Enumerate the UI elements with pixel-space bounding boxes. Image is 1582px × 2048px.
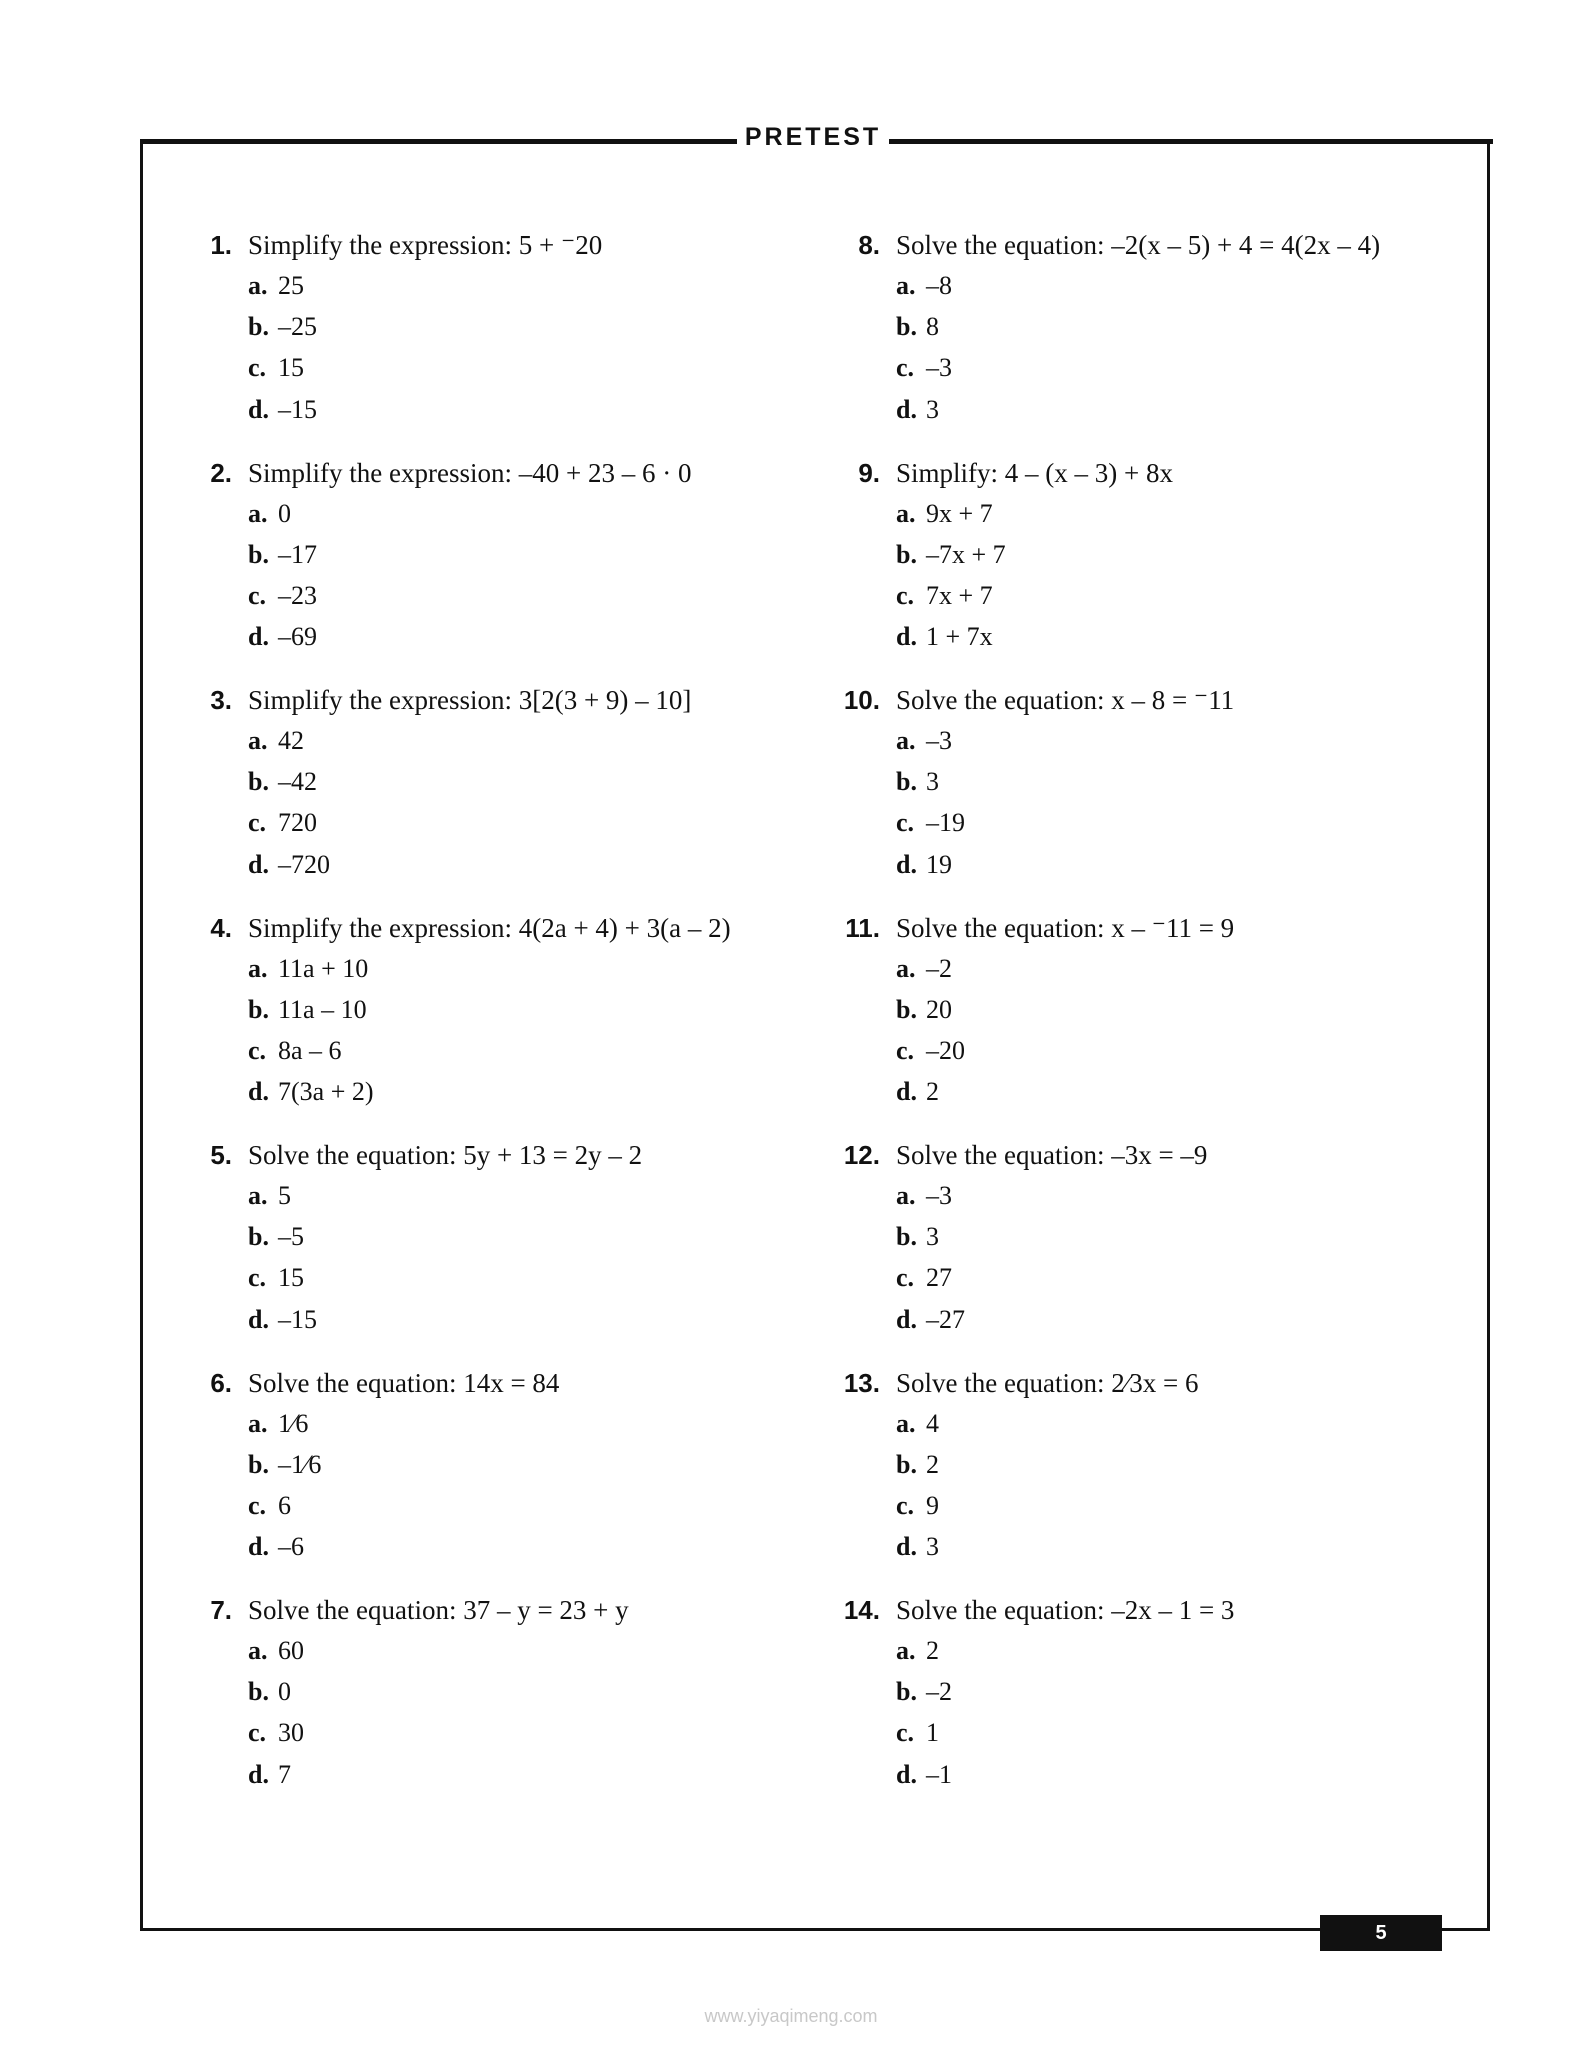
question-text: Solve the equation: –2(x – 5) + 4 = 4(2x – 4) [896, 230, 1381, 260]
option-letter: b. [248, 312, 269, 342]
answer-option [896, 804, 965, 845]
option-letter: b. [896, 1677, 917, 1707]
answer-option [896, 536, 1006, 577]
option-letter: d. [248, 1304, 269, 1334]
option-value: 0 [278, 1677, 291, 1707]
answer-option [896, 1528, 939, 1569]
option-value: 0 [278, 498, 291, 528]
answer-option [248, 804, 330, 845]
option-value: –17 [278, 539, 317, 569]
option-value: –3 [926, 1181, 952, 1210]
answer-options [896, 722, 965, 887]
option-value: 7 [278, 1759, 291, 1789]
answer-options [248, 1632, 304, 1797]
option-value: 27 [926, 1263, 952, 1293]
question-text: Solve the equation: 5y + 13 = 2y – 2 [248, 1140, 643, 1170]
answer-option [896, 1487, 939, 1528]
answer-options [248, 1405, 321, 1570]
answer-option [248, 722, 330, 763]
question-text: Simplify: 4 – (x – 3) + 8x [896, 457, 1173, 488]
option-value: 3 [926, 1532, 939, 1562]
option-letter: b. [248, 767, 269, 797]
question-number: 4. [210, 912, 232, 943]
answer-option [248, 1528, 321, 1569]
option-value: 3 [926, 767, 939, 797]
answer-options [896, 495, 1006, 660]
option-value: 15 [278, 1263, 304, 1293]
answer-option [896, 1673, 952, 1714]
option-value: 4 [926, 1408, 939, 1438]
option-letter: d. [896, 1077, 917, 1107]
answer-option [896, 950, 965, 991]
option-value: 2 [926, 1077, 939, 1107]
option-letter: a. [896, 1181, 916, 1210]
question-number: 12. [843, 1140, 880, 1170]
option-letter: b. [896, 994, 917, 1024]
option-value: –2 [926, 1677, 952, 1707]
question-text: Solve the equation: x – ⁻11 = 9 [896, 912, 1235, 943]
option-value: 19 [926, 849, 952, 879]
option-value: 25 [278, 271, 304, 300]
option-letter: d. [248, 1077, 269, 1107]
option-value: –5 [278, 1222, 304, 1252]
answer-option [248, 536, 317, 577]
question-text: Simplify the expression: 3[2(3 + 9) – 10] [248, 685, 692, 715]
option-value: 20 [926, 994, 952, 1024]
option-letter: b. [896, 1449, 917, 1479]
option-value: –3 [926, 353, 952, 383]
question-number: 3. [210, 685, 232, 715]
option-value: 1 + 7x [926, 622, 993, 652]
option-value: –25 [278, 312, 317, 342]
option-letter: c. [896, 1263, 915, 1293]
option-letter: c. [896, 1718, 915, 1748]
question-number: 6. [210, 1367, 232, 1398]
question-text: Solve the equation: –3x = –9 [896, 1140, 1208, 1170]
option-letter: a. [248, 498, 268, 528]
question-number: 5. [210, 1140, 232, 1170]
answer-option [896, 495, 1006, 536]
option-letter: c. [248, 808, 267, 838]
answer-option [248, 763, 330, 804]
answer-option [248, 1487, 321, 1528]
option-letter: c. [248, 1035, 267, 1065]
option-value: 7(3a + 2) [278, 1077, 374, 1107]
answer-option [896, 1632, 952, 1673]
answer-option [896, 722, 965, 763]
option-letter: b. [248, 1449, 269, 1479]
option-value: 9x + 7 [926, 498, 993, 528]
answer-option [896, 1405, 939, 1446]
answer-option [248, 1756, 304, 1797]
option-letter: d. [896, 394, 917, 424]
answer-option [248, 846, 330, 887]
header-rule-left [140, 139, 737, 144]
page-title: PRETEST [744, 123, 882, 151]
option-value: –1 [926, 1759, 952, 1789]
answer-option [248, 391, 317, 432]
answer-option [896, 1714, 952, 1755]
answer-option [896, 1259, 965, 1300]
answer-options [896, 1632, 952, 1797]
option-value: 30 [278, 1718, 304, 1748]
option-value: 2 [926, 1449, 939, 1479]
option-value: 42 [278, 726, 304, 755]
option-letter: a. [248, 953, 268, 983]
option-letter: c. [248, 580, 267, 610]
option-value: –15 [278, 394, 317, 424]
answer-options [896, 267, 952, 432]
option-value: 8 [926, 312, 939, 342]
option-value: –15 [278, 1304, 317, 1334]
answer-option [248, 577, 317, 618]
option-letter: d. [896, 1532, 917, 1562]
question-number: 14. [843, 1595, 880, 1625]
option-letter: a. [248, 1408, 268, 1438]
answer-option [248, 495, 317, 536]
option-value: 15 [278, 353, 304, 383]
answer-option [896, 1301, 965, 1342]
option-letter: a. [896, 1636, 916, 1665]
question-text: Solve the equation: 37 – y = 23 + y [248, 1595, 629, 1625]
option-letter: c. [896, 808, 915, 838]
option-letter: b. [896, 1222, 917, 1252]
question-number: 7. [210, 1595, 232, 1625]
option-value: 11a + 10 [278, 953, 369, 983]
option-value: –27 [926, 1304, 965, 1334]
answer-option [248, 1177, 317, 1218]
answer-options [896, 1405, 939, 1570]
option-letter: d. [248, 1759, 269, 1789]
answer-option [896, 267, 952, 308]
option-letter: a. [896, 1408, 916, 1438]
answer-options [248, 950, 374, 1115]
option-value: –720 [278, 849, 330, 879]
page-number: 5 [1320, 1915, 1442, 1951]
answer-option [248, 308, 317, 349]
question-text: Solve the equation: 14x = 84 [248, 1367, 560, 1398]
question-number: 8. [858, 230, 880, 260]
answer-option [248, 349, 317, 390]
answer-option [896, 308, 952, 349]
question-text: Solve the equation: –2x – 1 = 3 [896, 1595, 1235, 1625]
option-letter: a. [896, 498, 916, 528]
answer-option [248, 1218, 317, 1259]
answer-options [248, 267, 317, 432]
option-letter: c. [896, 580, 915, 610]
option-value: 9 [926, 1490, 939, 1520]
answer-option [896, 991, 965, 1032]
question-number: 10. [843, 685, 880, 715]
option-value: 3 [926, 394, 939, 424]
option-letter: b. [248, 1222, 269, 1252]
answer-option [896, 1446, 939, 1487]
option-letter: a. [896, 726, 916, 755]
option-letter: b. [248, 539, 269, 569]
answer-option [248, 950, 374, 991]
option-value: –3 [926, 726, 952, 755]
answer-option [248, 991, 374, 1032]
question-number: 13. [843, 1367, 880, 1398]
header-rule-right [889, 139, 1493, 144]
answer-option [896, 1073, 965, 1114]
option-letter: d. [896, 622, 917, 652]
option-letter: d. [248, 394, 269, 424]
option-value: –7x + 7 [926, 539, 1006, 569]
answer-option [248, 1446, 321, 1487]
option-letter: d. [248, 622, 269, 652]
answer-options [248, 495, 317, 660]
question-text: Solve the equation: x – 8 = ⁻11 [896, 685, 1235, 715]
answer-option [896, 577, 1006, 618]
answer-option [248, 1259, 317, 1300]
question-text: Simplify the expression: –40 + 23 – 6 · 0 [248, 457, 692, 488]
option-letter: c. [896, 1035, 915, 1065]
option-value: 5 [278, 1181, 291, 1210]
answer-option [248, 618, 317, 659]
option-value: –1⁄6 [278, 1449, 322, 1479]
answer-option [248, 1073, 374, 1114]
option-value: 6 [278, 1490, 291, 1520]
option-letter: b. [896, 539, 917, 569]
question-text: Simplify the expression: 4(2a + 4) + 3(a – 2) [248, 912, 731, 943]
option-letter: b. [248, 1677, 269, 1707]
option-letter: d. [248, 849, 269, 879]
answer-option [896, 1756, 952, 1797]
answer-option [248, 1632, 304, 1673]
option-letter: b. [896, 312, 917, 342]
option-letter: d. [248, 1532, 269, 1562]
option-letter: d. [896, 1304, 917, 1334]
option-value: 11a – 10 [278, 994, 367, 1024]
question-number: 2. [210, 457, 232, 488]
option-value: –6 [278, 1532, 304, 1562]
option-value: 3 [926, 1222, 939, 1252]
option-letter: c. [248, 353, 267, 383]
option-value: 2 [926, 1636, 939, 1665]
answer-options [248, 722, 330, 887]
option-letter: a. [248, 271, 268, 300]
option-value: –23 [278, 580, 317, 610]
answer-option [896, 391, 952, 432]
option-letter: b. [248, 994, 269, 1024]
question-number: 11. [845, 912, 880, 943]
question-text: Simplify the expression: 5 + ⁻20 [248, 230, 603, 260]
answer-option [896, 349, 952, 390]
option-value: –2 [926, 953, 952, 983]
answer-option [896, 1032, 965, 1073]
option-letter: c. [248, 1490, 267, 1520]
question-number: 9. [858, 457, 880, 488]
option-value: 1⁄6 [278, 1408, 309, 1438]
option-letter: a. [896, 953, 916, 983]
answer-option [248, 1714, 304, 1755]
option-value: 720 [278, 808, 317, 838]
answer-option [896, 618, 1006, 659]
option-letter: a. [248, 1636, 268, 1665]
answer-option [248, 267, 317, 308]
option-value: 60 [278, 1636, 304, 1665]
question-text: Solve the equation: 2⁄3x = 6 [896, 1367, 1199, 1398]
option-letter: d. [896, 849, 917, 879]
option-value: –19 [926, 808, 965, 838]
option-letter: a. [896, 271, 916, 300]
option-letter: a. [248, 726, 268, 755]
answer-option [896, 763, 965, 804]
option-letter: c. [248, 1263, 267, 1293]
option-value: –20 [926, 1035, 965, 1065]
option-value: –69 [278, 622, 317, 652]
option-value: 1 [926, 1718, 939, 1748]
option-letter: d. [896, 1759, 917, 1789]
answer-option [248, 1673, 304, 1714]
answer-options [896, 950, 965, 1115]
option-letter: c. [896, 1490, 915, 1520]
answer-option [896, 1177, 965, 1218]
option-value: 8a – 6 [278, 1035, 342, 1065]
answer-options [896, 1177, 965, 1342]
option-value: 7x + 7 [926, 580, 993, 610]
option-letter: c. [248, 1718, 267, 1748]
answer-option [248, 1032, 374, 1073]
answer-options [248, 1177, 317, 1342]
answer-option [248, 1301, 317, 1342]
answer-option [896, 846, 965, 887]
option-letter: c. [896, 353, 915, 383]
answer-option [248, 1405, 321, 1446]
watermark: www.yiyaqimeng.com [704, 2006, 878, 2026]
answer-option [896, 1218, 965, 1259]
option-letter: a. [248, 1181, 268, 1210]
question-number: 1. [210, 230, 232, 260]
option-value: –42 [278, 767, 317, 797]
option-letter: b. [896, 767, 917, 797]
option-value: –8 [926, 271, 952, 300]
